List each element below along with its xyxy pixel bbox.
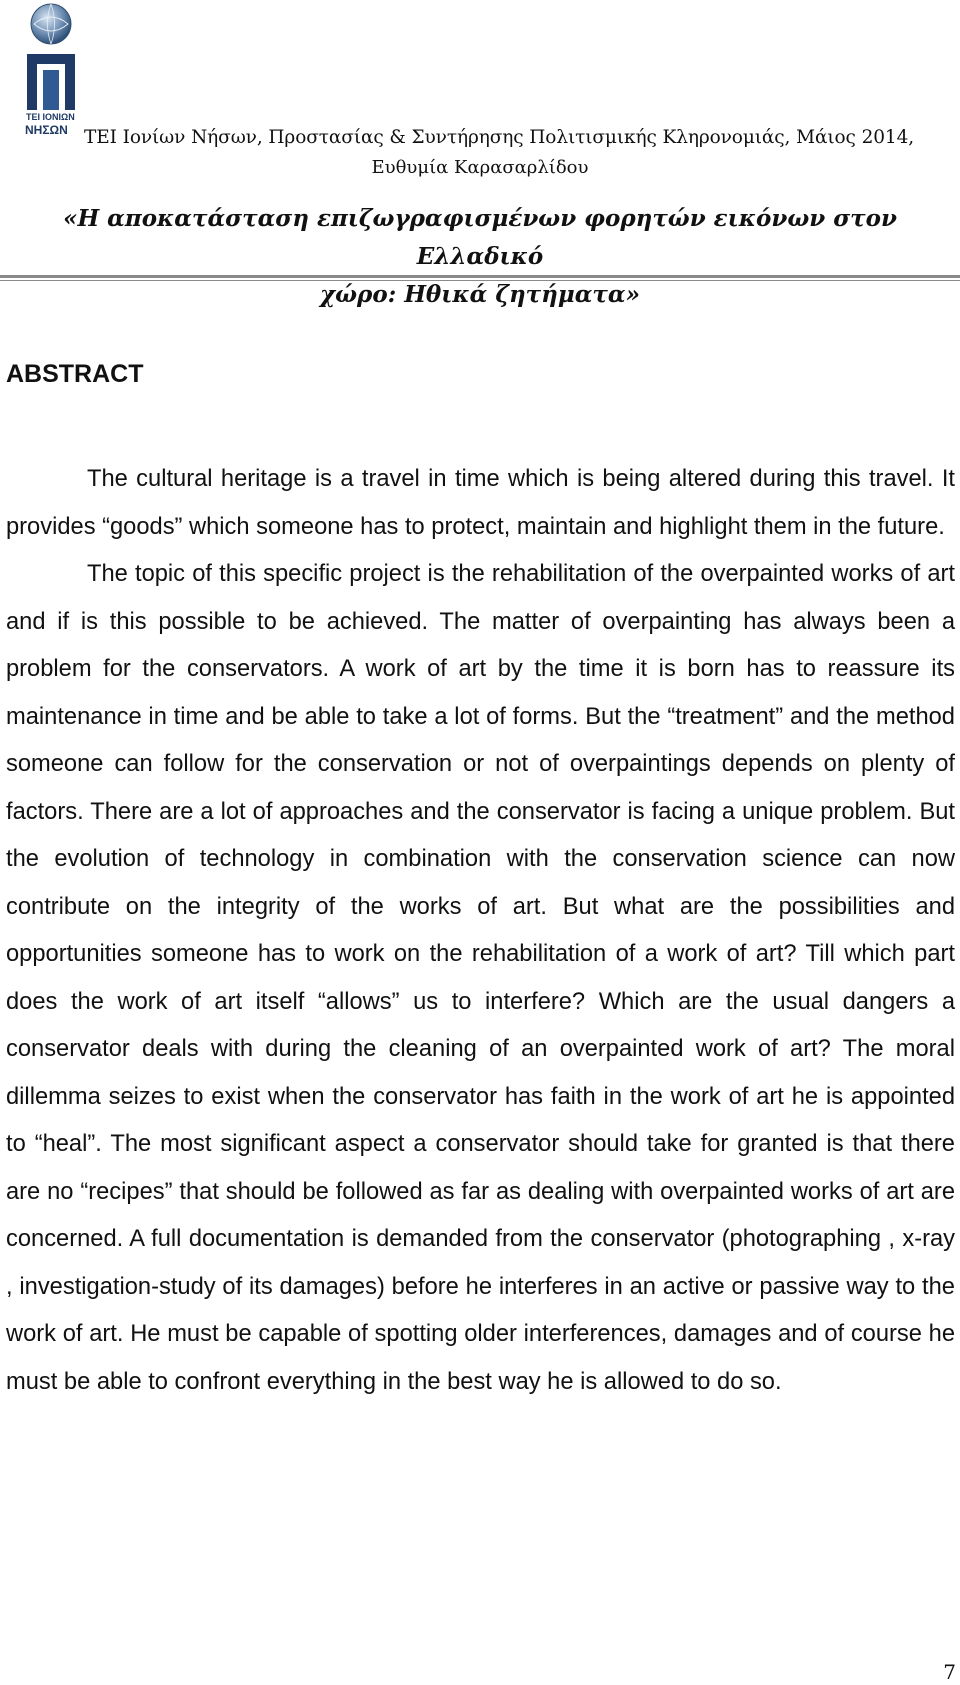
abstract-body xyxy=(6,456,955,1406)
header-divider-thin xyxy=(0,280,960,281)
thesis-title xyxy=(0,200,960,314)
page-number: 7 xyxy=(943,1660,956,1684)
logo-text xyxy=(25,112,75,137)
header-institution-line: ΤΕΙ Ιονίων Νήσων, Προστασίας & Συντήρησης Πολιτισμικής Κληρονομιάς, Μάιος 2014, xyxy=(84,127,915,148)
header-author: Ευθυμία Καρασαρλίδου xyxy=(371,157,589,178)
abstract-paragraph-1: The cultural heritage is a travel in time which is being altered during this travel. It provides “goods” which someone has to protect, maintain and highlight them in the future. xyxy=(6,466,955,540)
thesis-title-line-1: «Η αποκατάσταση επιζωγραφισμένων φορητών εικόνων στον Ελλαδικό xyxy=(63,205,897,270)
svg-text:ΝΗΣΩΝ: ΝΗΣΩΝ xyxy=(25,123,68,137)
svg-text:ΤΕΙ ΙΟΝΙΩΝ: ΤΕΙ ΙΟΝΙΩΝ xyxy=(26,112,75,122)
thesis-title-line-2: χώρο: Ηθικά ζητήματα» xyxy=(320,281,640,308)
institution-logo-icon xyxy=(24,2,86,142)
page-header xyxy=(0,0,960,308)
abstract-heading: ABSTRACT xyxy=(6,360,144,388)
header-divider-thick xyxy=(0,275,960,278)
abstract-paragraph-2: The topic of this specific project is the rehabilitation of the overpainted works of art and if is this possible to be achieved. The matter of overpainting has always been a problem for the conservators. A work of art by the time it is born has to reassure its maintenance in time and be able to take a lot of forms. But the “treatment” and the method someone can follow for the conservation or not of overpaintings depends on plenty of factors. There are a lot of approaches and the conservator is facing a unique problem. But the evolution of technology in combination with the conservation science can now contribute on the integrity of the works of art. But what are the possibilities and opportunities someone has to work on the rehabilitation of a work of art? Till which part does the work of art itself “allows” us to interfere? Which are the usual dangers a conservator deals with during the cleaning of an overpainted work of art? The moral dillemma seizes to exist when the conservator has faith in the work of art he is appointed to “heal”. The most significant aspect a conservator should take for granted is that there are no “recipes” that should be followed as far as dealing with overpainted works of art are concerned. A full documentation is demanded from the conservator (photographing , x-ray , investigation-study of its damages) before he interferes in an active or passive way to the work of art. He must be capable of spotting older interferences, damages and of course he must be able to confront everything in the best way he is allowed to do so. xyxy=(6,561,955,1395)
